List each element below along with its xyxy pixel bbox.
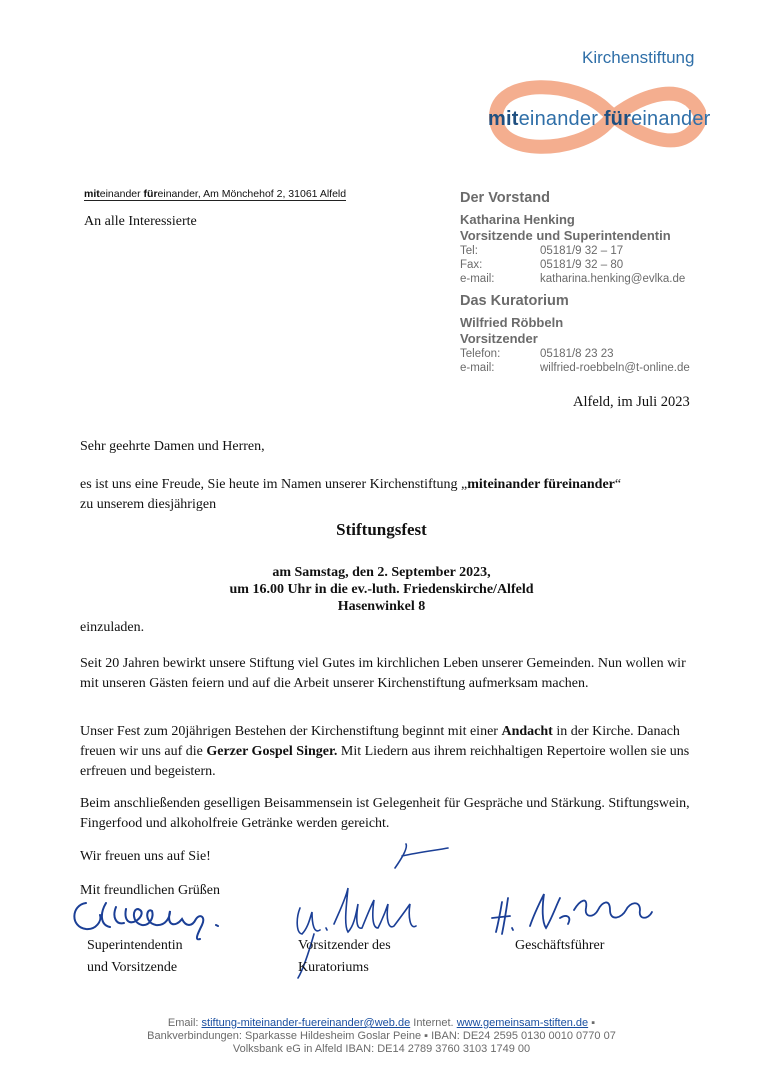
paragraph-2: Unser Fest zum 20jährigen Bestehen der Kirchenstiftung beginnt mit einer Andacht in der Kirche. Danach freuen wir uns auf die Gerzer Gospel Singer. Mit Liedern aus ihrem reichhaltigen Repertoire wollen sie uns erfreuen und begeistern. (80, 724, 690, 779)
kuratorium-email-row: e-mail: wilfried-roebbeln@t-online.de (460, 362, 690, 374)
vorstand-role: Vorsitzende und Superintendentin (460, 228, 671, 243)
vorstand-heading: Der Vorstand (460, 190, 550, 206)
logo-kirchenstiftung: Kirchenstiftung (582, 48, 695, 67)
kuratorium-name: Wilfried Röbbeln (460, 315, 564, 330)
event-title: Stiftungsfest (336, 520, 427, 539)
paragraph-1: Seit 20 Jahren bewirkt unsere Stiftung viel Gutes im kirchlichen Leben unserer Gemeinden. Nun wollen wir mit unseren Gästen feiern und auf die Arbeit unserer Kirchenstiftung aufmerksam machen. (80, 656, 686, 691)
closing-line: Wir freuen uns auf Sie! (80, 849, 211, 864)
vorstand-block (460, 190, 685, 286)
footer-contact: Email: stiftung-miteinander-fuereinander@web.de Internet. www.gemeinsam-stiften.de ▪ (167, 1017, 596, 1029)
footer-website-link[interactable]: www.gemeinsam-stiften.de (456, 1017, 589, 1029)
vorstand-fax-row: Fax: 05181/9 32 – 80 (460, 259, 624, 271)
sender-address-line: miteinander füreinander, Am Mönchehof 2, 31061 Alfeld (84, 188, 347, 200)
closing-greeting: Mit freundlichen Grüßen (80, 883, 220, 898)
salutation: Sehr geehrte Damen und Herren, (80, 439, 265, 454)
footer-bank-1: Bankverbindungen: Sparkasse Hildesheim Goslar Peine ▪ IBAN: DE24 2595 0130 0010 0770 07 (147, 1030, 616, 1042)
footer (0, 1017, 763, 1056)
einzuladen: einzuladen. (80, 620, 145, 635)
logo-wordmark: miteinander füreinander (488, 108, 711, 130)
recipient: An alle Interessierte (84, 214, 197, 229)
paragraph-3: Beim anschließenden geselligen Beisammensein ist Gelegenheit für Gespräche und Stärkung. Stiftungswein, Fingerfood und alkoholfreie Getränke werden gereicht. (80, 796, 690, 831)
kuratorium-block (460, 293, 690, 375)
kuratorium-heading: Das Kuratorium (460, 293, 569, 309)
signatory-3: Geschäftsführer (515, 938, 605, 953)
letter-date: Alfeld, im Juli 2023 (573, 394, 690, 410)
signatory-1: Superintendentin und Vorsitzende (87, 938, 183, 975)
vorstand-email-row: e-mail: katharina.henking@evlka.de (460, 273, 686, 285)
footer-bank-2: Volksbank eG in Alfeld IBAN: DE14 2789 3760 3103 1749 00 (232, 1043, 531, 1055)
kuratorium-role: Vorsitzender (460, 331, 538, 346)
vorstand-tel-row: Tel: 05181/9 32 – 17 (460, 245, 624, 257)
event-details: am Samstag, den 2. September 2023, um 16.00 Uhr in die ev.-luth. Friedenskirche/Alfeld Hasenwinkel 8 (229, 565, 534, 614)
intro: es ist uns eine Freude, Sie heute im Namen unserer Kirchenstiftung „miteinander füreinander“ zu unserem diesjährigen (80, 477, 622, 512)
kuratorium-tel-row: Telefon: 05181/8 23 23 (460, 348, 614, 360)
signatory-2: Vorsitzender des Kuratoriums (298, 938, 391, 975)
footer-email-link[interactable]: stiftung-miteinander-fuereinander@web.de (201, 1017, 411, 1029)
vorstand-name: Katharina Henking (460, 212, 575, 227)
